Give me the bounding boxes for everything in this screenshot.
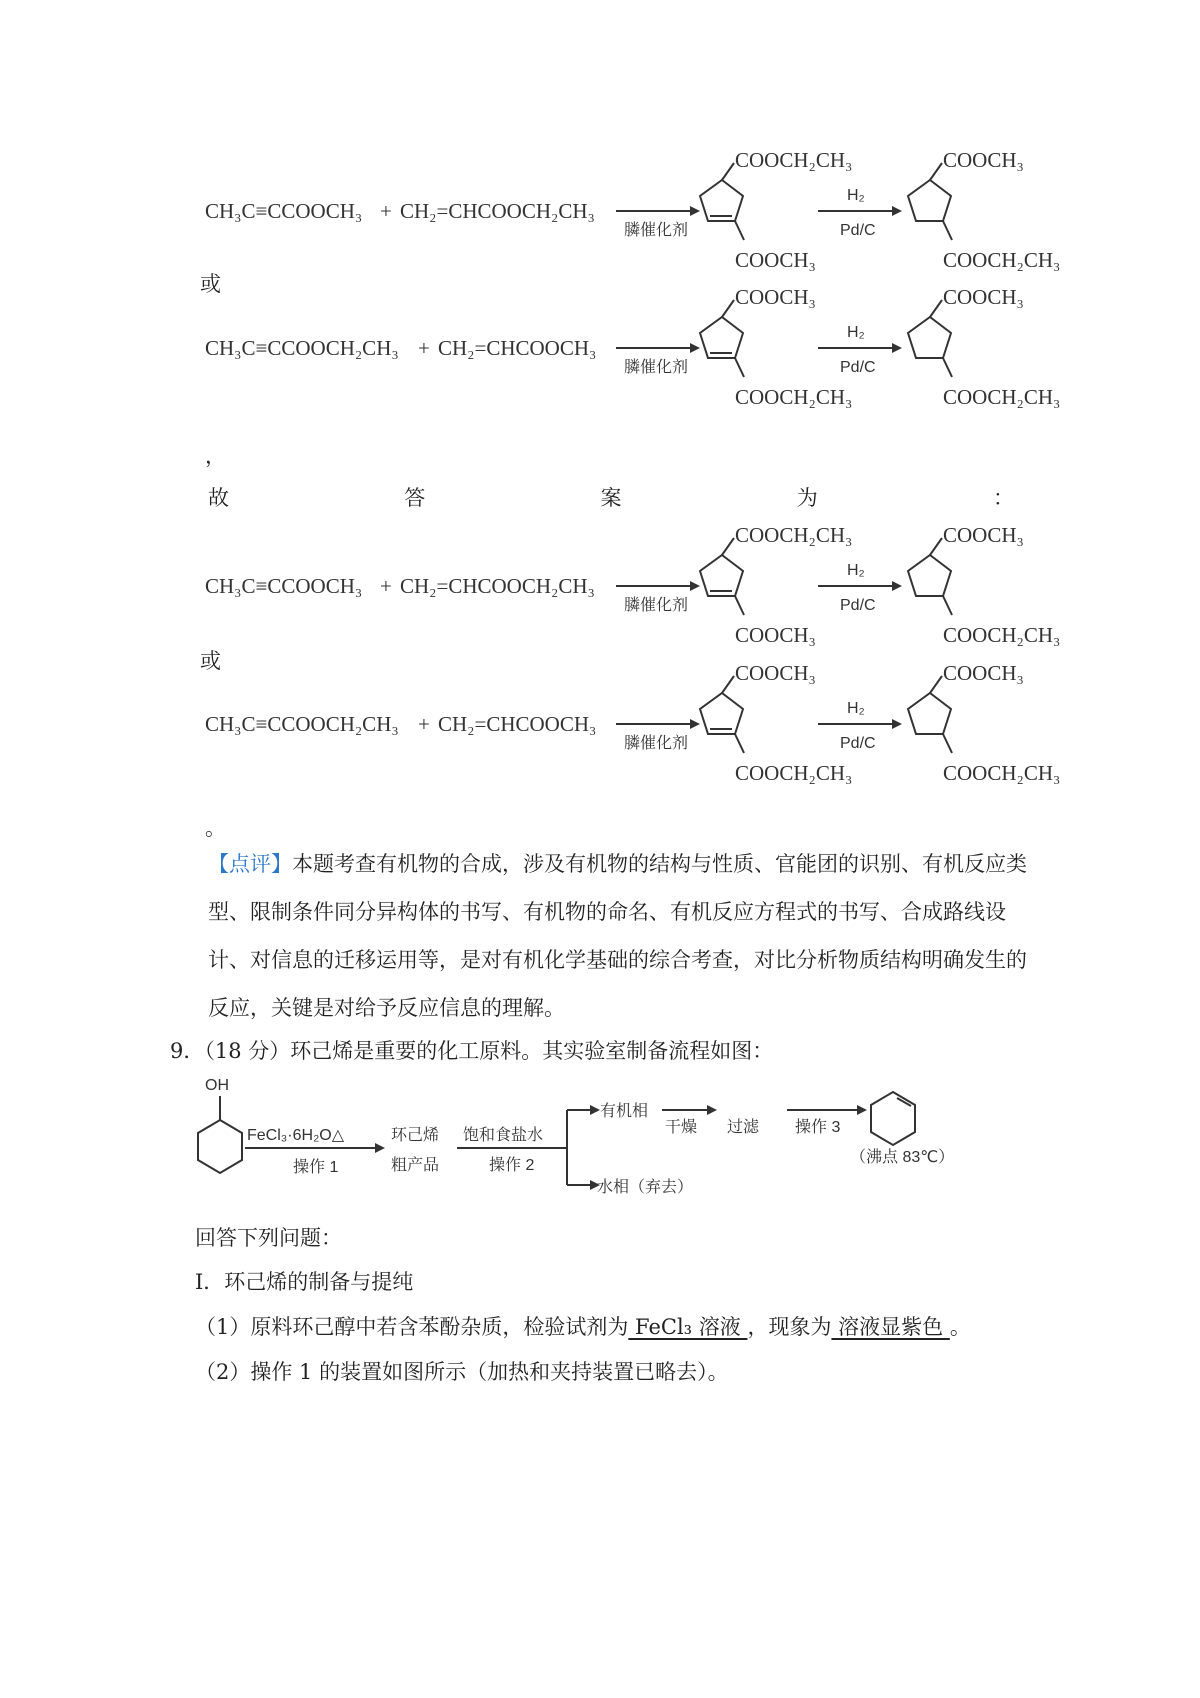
op3-label: 操作 3 (795, 1119, 841, 1136)
brine-label: 饱和食盐水 (463, 1127, 544, 1144)
reactant-b: CH₂=CHCOOCH₂CH₃ (400, 574, 595, 598)
reagent-label: FeCl₃·6H₂O△ (247, 1127, 345, 1144)
pdc-label: Pd/C (840, 359, 876, 376)
or-text: 或 (200, 649, 221, 673)
product-bottom-substituent: COOCH₂CH₃ (943, 385, 1061, 409)
crude-label-line2: 粗产品 (391, 1157, 440, 1174)
plus-sign: + (418, 712, 430, 736)
hydrogenation-arrow (818, 700, 902, 752)
op1-arrow (245, 1143, 385, 1153)
crude-label-line1: 环己烯 (391, 1127, 440, 1144)
reactant-a: CH₃C≡CCOOCH₃ (205, 199, 363, 223)
reactant-b: CH₂=CHCOOCH₃ (438, 712, 597, 736)
catalyst-arrow (616, 719, 700, 752)
reactant-a: CH₃C≡CCOOCH₃ (205, 574, 363, 598)
cyclopentane-ring (908, 538, 952, 615)
q1-answer-phenomenon: 溶液显紫色 (831, 1315, 950, 1339)
product-bottom-substituent: COOCH₂CH₃ (943, 248, 1061, 272)
question-2: （2）操作 1 的装置如图所示（加热和夹持装置已略去）。 (195, 1360, 729, 1384)
catalyst-arrow (616, 581, 700, 614)
top-substituent: COOCH₂CH₃ (735, 148, 853, 172)
branch-arrowhead-top (590, 1105, 600, 1115)
answer-char: ： (993, 486, 1014, 510)
cyclopentene-ring (700, 300, 744, 377)
dry-arrow (662, 1105, 717, 1115)
h2-label: H₂ (847, 324, 865, 341)
bottom-substituent: COOCH₂CH₃ (735, 761, 853, 785)
q1-text-a: （1）原料环己醇中若含苯酚杂质，检验试剂为 (195, 1315, 629, 1339)
product-bottom-substituent: COOCH₂CH₃ (943, 623, 1061, 647)
comment-paragraph (208, 840, 1028, 1032)
top-substituent: COOCH₂CH₃ (735, 523, 853, 547)
cyclopentane-ring (908, 163, 952, 240)
catalyst-label: 膦催化剂 (624, 597, 689, 614)
catalyst-arrow (616, 343, 700, 376)
answer-prompt: 回答下列问题： (195, 1226, 342, 1250)
product-top-substituent: COOCH₃ (943, 523, 1024, 547)
hydroxyl-label: OH (205, 1077, 229, 1094)
q1-answer-reagent: FeCl₃ 溶液 (628, 1315, 748, 1339)
answer-heading (208, 482, 1014, 512)
answer-char: 答 (404, 486, 426, 510)
comma-text: ， (205, 444, 226, 468)
q1-text-b: ，现象为 (747, 1315, 832, 1339)
hydrogenation-arrow (818, 324, 902, 376)
reactant-b: CH₂=CHCOOCH₃ (438, 336, 597, 360)
reaction-scheme-1 (200, 145, 1180, 285)
plus-sign: + (418, 336, 430, 360)
op3-arrow (787, 1105, 867, 1115)
top-substituent: COOCH₃ (735, 285, 816, 309)
bottom-substituent: COOCH₂CH₃ (735, 385, 853, 409)
organic-phase-label: 有机相 (600, 1103, 649, 1120)
reactant-a: CH₃C≡CCOOCH₂CH₃ (205, 712, 399, 736)
period-text: 。 (205, 816, 226, 840)
comment-tag: 【点评】 (208, 852, 292, 876)
answer-char: 为 (796, 486, 818, 510)
bottom-substituent: COOCH₃ (735, 623, 816, 647)
dry-label: 干燥 (665, 1119, 698, 1136)
plus-sign: + (380, 574, 392, 598)
cyclohexanol-ring (198, 1096, 242, 1173)
question-9-title: 9．（18 分）环己烯是重要的化工原料。其实验室制备流程如图： (170, 1039, 774, 1063)
cyclopentene-ring (700, 538, 744, 615)
pdc-label: Pd/C (840, 735, 876, 752)
catalyst-label: 膦催化剂 (624, 359, 689, 376)
catalyst-arrow (616, 206, 700, 239)
comment-body: 本题考查有机物的合成，涉及有机物的结构与性质、官能团的识别、有机反应类型、限制条件同分异构体的书写、有机物的命名、有机反应方程式的书写、合成路线设计、对信息的迁移运用等，是对有机化学基础的综合考查，对比分析物质结构明确发生的反应，关键是对给予反应信息的理解。 (208, 852, 1027, 1020)
water-phase-label: 水相（弃去） (597, 1179, 694, 1196)
cyclopentene-ring (700, 676, 744, 753)
h2-label: H₂ (847, 187, 865, 204)
boiling-point-label: （沸点 83℃） (850, 1149, 955, 1166)
question-1 (195, 1311, 971, 1341)
or-text: 或 (200, 272, 221, 296)
reaction-scheme-4 (200, 658, 1180, 798)
answer-char: 故 (208, 486, 229, 510)
reactant-a: CH₃C≡CCOOCH₂CH₃ (205, 336, 399, 360)
reactant-b: CH₂=CHCOOCH₂CH₃ (400, 199, 595, 223)
catalyst-label: 膦催化剂 (624, 735, 689, 752)
branch-lines (567, 1110, 590, 1185)
top-substituent: COOCH₃ (735, 661, 816, 685)
section-1-heading: Ⅰ．环己烯的制备与提纯 (195, 1270, 414, 1294)
cyclohexene-ring (871, 1092, 915, 1145)
product-top-substituent: COOCH₃ (943, 148, 1024, 172)
cyclopentene-ring (700, 163, 744, 240)
answer-char: 案 (600, 486, 622, 510)
plus-sign: + (380, 199, 392, 223)
filter-label: 过滤 (727, 1119, 760, 1136)
pdc-label: Pd/C (840, 597, 876, 614)
catalyst-label: 膦催化剂 (624, 222, 689, 239)
h2-label: H₂ (847, 700, 865, 717)
op1-label: 操作 1 (293, 1159, 339, 1176)
product-bottom-substituent: COOCH₂CH₃ (943, 761, 1061, 785)
bottom-substituent: COOCH₃ (735, 248, 816, 272)
cyclopentane-ring (908, 676, 952, 753)
pdc-label: Pd/C (840, 222, 876, 239)
hydrogenation-arrow (818, 187, 902, 239)
cyclopentane-ring (908, 300, 952, 377)
reaction-scheme-3 (200, 520, 1180, 660)
op2-label: 操作 2 (489, 1157, 535, 1174)
hydrogenation-arrow (818, 562, 902, 614)
h2-label: H₂ (847, 562, 865, 579)
preparation-flow-diagram (195, 1070, 985, 1210)
q1-text-c: 。 (949, 1315, 971, 1339)
product-top-substituent: COOCH₃ (943, 661, 1024, 685)
product-top-substituent: COOCH₃ (943, 285, 1024, 309)
reaction-scheme-2 (200, 282, 1180, 422)
